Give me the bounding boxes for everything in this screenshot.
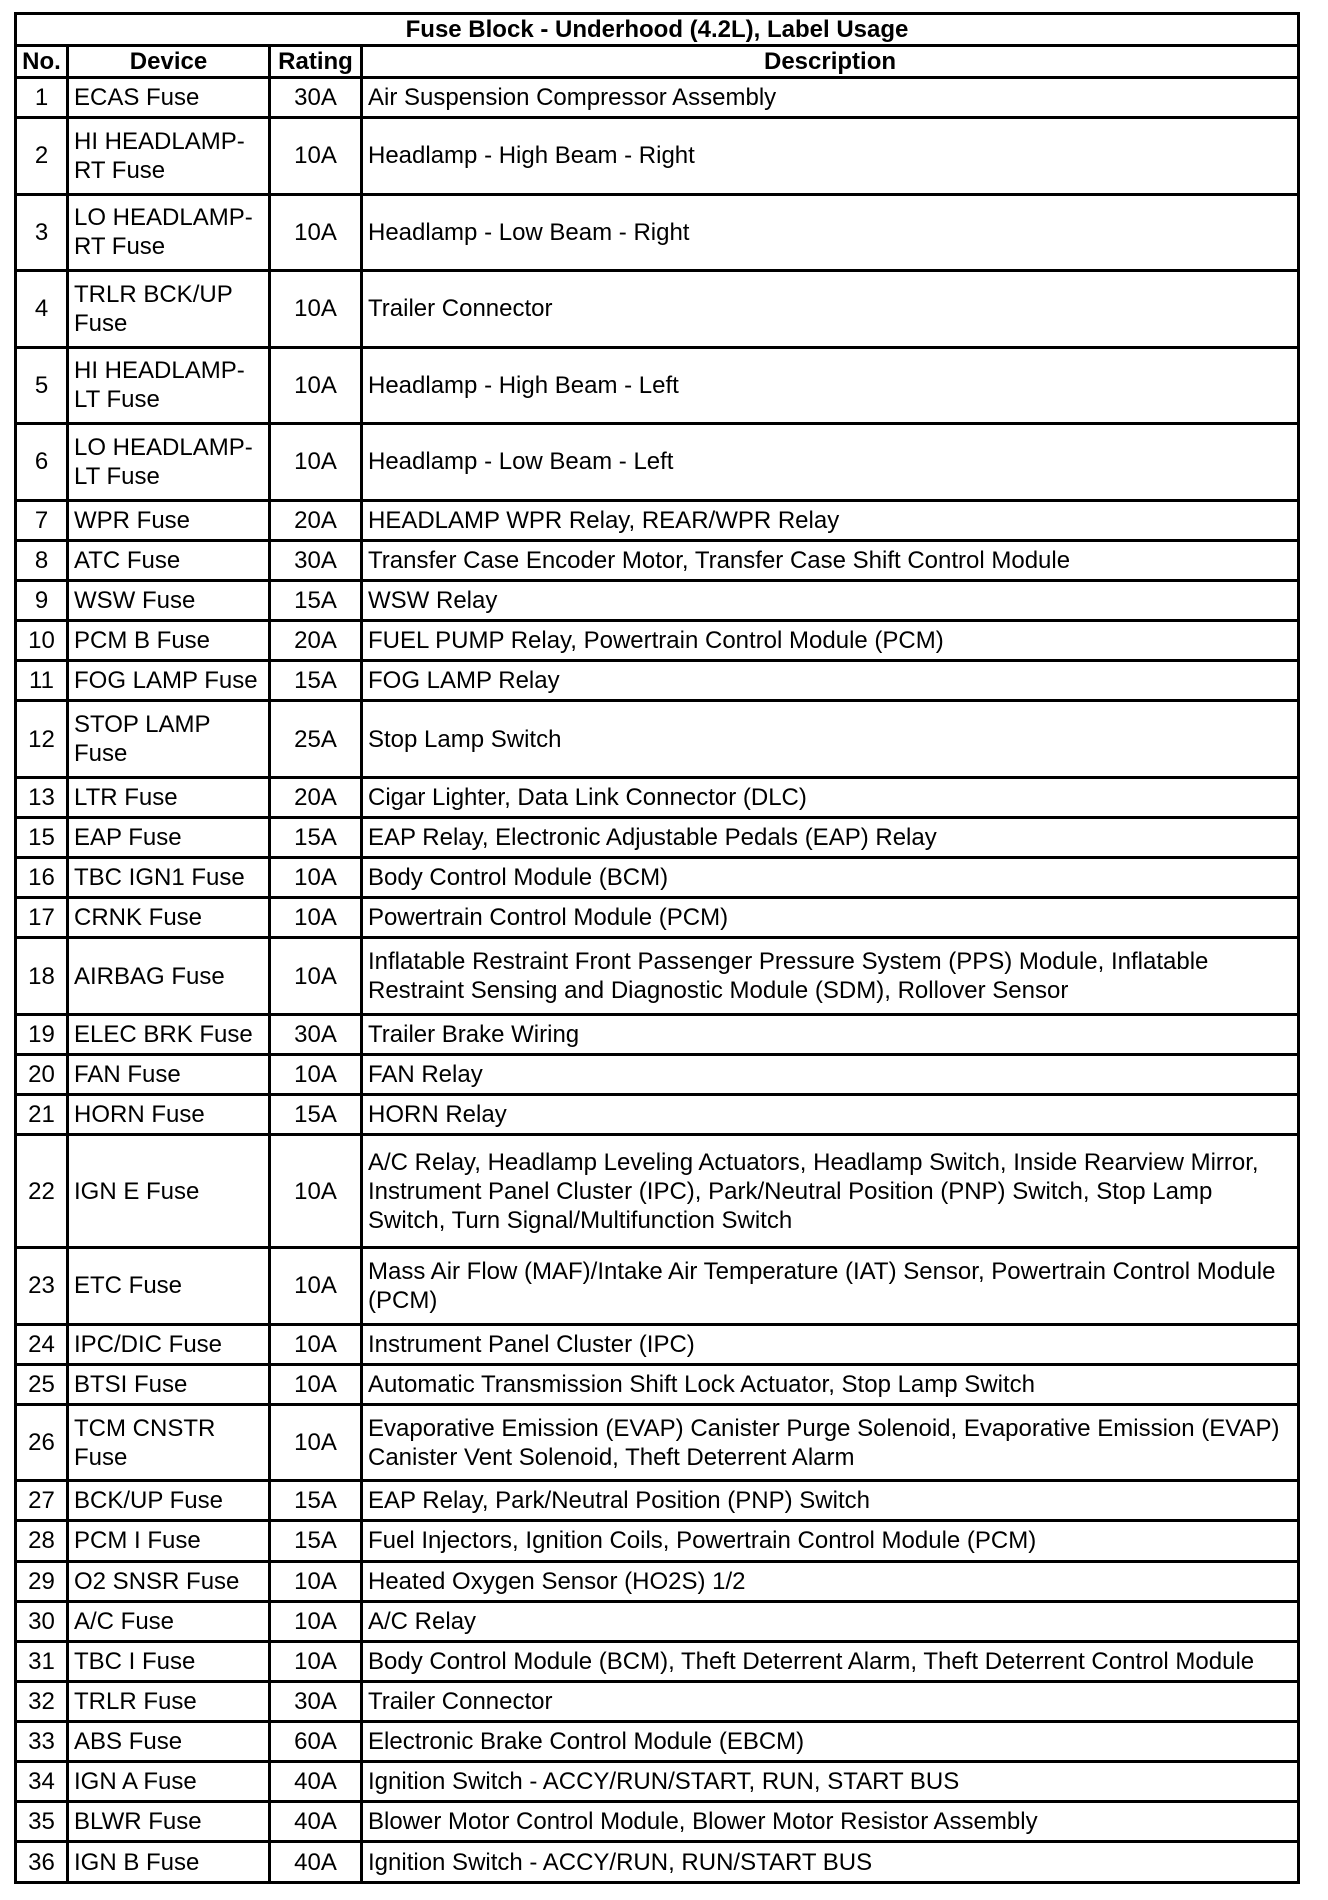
fuse-number-cell: 4	[16, 271, 68, 348]
table-row	[16, 500, 1299, 540]
table-row	[16, 1324, 1299, 1364]
description-cell: Headlamp - High Beam - Right	[362, 118, 1299, 195]
table-row	[16, 817, 1299, 857]
rating-cell: 10A	[270, 347, 362, 424]
rating-cell: 60A	[270, 1722, 362, 1762]
fuse-number-cell: 35	[16, 1802, 68, 1842]
rating-cell: 20A	[270, 777, 362, 817]
table-row	[16, 938, 1299, 1015]
fuse-number-cell: 29	[16, 1561, 68, 1601]
fuse-number-cell: 13	[16, 777, 68, 817]
fuse-number-cell: 26	[16, 1404, 68, 1481]
description-cell: Blower Motor Control Module, Blower Motor Resistor Assembly	[362, 1802, 1299, 1842]
description-cell: Trailer Connector	[362, 1681, 1299, 1721]
description-cell: Automatic Transmission Shift Lock Actuator, Stop Lamp Switch	[362, 1364, 1299, 1404]
table-row	[16, 1722, 1299, 1762]
description-cell: A/C Relay, Headlamp Leveling Actuators, Headlamp Switch, Inside Rearview Mirror, Instrument Panel Cluster (IPC), Park/Neutral Position (PNP) Switch, Stop Lamp Switch, Turn Signal/Multifunction Switch	[362, 1135, 1299, 1248]
device-cell: TBC IGN1 Fuse	[68, 858, 270, 898]
rating-cell: 25A	[270, 701, 362, 778]
fuse-number-cell: 31	[16, 1641, 68, 1681]
description-cell: Fuel Injectors, Ignition Coils, Powertrain Control Module (PCM)	[362, 1521, 1299, 1561]
fuse-number-cell: 24	[16, 1324, 68, 1364]
device-cell: EAP Fuse	[68, 817, 270, 857]
fuse-number-cell: 8	[16, 540, 68, 580]
table-row	[16, 1762, 1299, 1802]
description-cell: Instrument Panel Cluster (IPC)	[362, 1324, 1299, 1364]
table-row	[16, 621, 1299, 661]
device-cell: IGN A Fuse	[68, 1762, 270, 1802]
rating-cell: 10A	[270, 424, 362, 501]
fuse-number-cell: 17	[16, 898, 68, 938]
device-cell: LO HEADLAMP-RT Fuse	[68, 194, 270, 271]
fuse-number-cell: 23	[16, 1248, 68, 1325]
description-cell: FAN Relay	[362, 1054, 1299, 1094]
device-cell: ECAS Fuse	[68, 78, 270, 118]
fuse-number-cell: 22	[16, 1135, 68, 1248]
table-row	[16, 1404, 1299, 1481]
fuse-number-cell: 21	[16, 1095, 68, 1135]
fuse-number-cell: 36	[16, 1842, 68, 1883]
rating-cell: 30A	[270, 78, 362, 118]
rating-cell: 15A	[270, 1481, 362, 1521]
table-row	[16, 540, 1299, 580]
device-cell: TCM CNSTR Fuse	[68, 1404, 270, 1481]
table-row	[16, 858, 1299, 898]
table-row	[16, 701, 1299, 778]
description-cell: Trailer Connector	[362, 271, 1299, 348]
device-cell: IGN E Fuse	[68, 1135, 270, 1248]
rating-cell: 10A	[270, 1135, 362, 1248]
description-cell: Powertrain Control Module (PCM)	[362, 898, 1299, 938]
table-row	[16, 1641, 1299, 1681]
fuse-number-cell: 33	[16, 1722, 68, 1762]
device-cell: LTR Fuse	[68, 777, 270, 817]
table-row	[16, 1014, 1299, 1054]
rating-cell: 10A	[270, 271, 362, 348]
rating-cell: 10A	[270, 1248, 362, 1325]
fuse-number-cell: 3	[16, 194, 68, 271]
description-cell: EAP Relay, Park/Neutral Position (PNP) Switch	[362, 1481, 1299, 1521]
description-cell: Evaporative Emission (EVAP) Canister Purge Solenoid, Evaporative Emission (EVAP) Canister Vent Solenoid, Theft Deterrent Alarm	[362, 1404, 1299, 1481]
title-row	[16, 14, 1299, 46]
table-row	[16, 1842, 1299, 1883]
description-cell: A/C Relay	[362, 1601, 1299, 1641]
table-row	[16, 271, 1299, 348]
rating-cell: 10A	[270, 938, 362, 1015]
table-row	[16, 424, 1299, 501]
description-cell: HEADLAMP WPR Relay, REAR/WPR Relay	[362, 500, 1299, 540]
fuse-number-cell: 7	[16, 500, 68, 540]
rating-cell: 15A	[270, 661, 362, 701]
table-row	[16, 1248, 1299, 1325]
device-cell: ABS Fuse	[68, 1722, 270, 1762]
rating-cell: 10A	[270, 118, 362, 195]
rating-cell: 10A	[270, 898, 362, 938]
description-cell: FOG LAMP Relay	[362, 661, 1299, 701]
description-cell: HORN Relay	[362, 1095, 1299, 1135]
description-cell: Electronic Brake Control Module (EBCM)	[362, 1722, 1299, 1762]
fuse-number-cell: 1	[16, 78, 68, 118]
fuse-number-cell: 12	[16, 701, 68, 778]
rating-cell: 20A	[270, 621, 362, 661]
device-cell: ATC Fuse	[68, 540, 270, 580]
device-cell: A/C Fuse	[68, 1601, 270, 1641]
fuse-number-cell: 2	[16, 118, 68, 195]
device-cell: LO HEADLAMP-LT Fuse	[68, 424, 270, 501]
rating-cell: 10A	[270, 1054, 362, 1094]
description-cell: Ignition Switch - ACCY/RUN, RUN/START BUS	[362, 1842, 1299, 1883]
table-row	[16, 1521, 1299, 1561]
rating-cell: 15A	[270, 1521, 362, 1561]
rating-cell: 10A	[270, 858, 362, 898]
device-cell: ELEC BRK Fuse	[68, 1014, 270, 1054]
header-rating: Rating	[270, 46, 362, 78]
device-cell: BCK/UP Fuse	[68, 1481, 270, 1521]
table-row	[16, 1481, 1299, 1521]
device-cell: WSW Fuse	[68, 580, 270, 620]
header-no: No.	[16, 46, 68, 78]
table-row	[16, 1054, 1299, 1094]
device-cell: FOG LAMP Fuse	[68, 661, 270, 701]
table-row	[16, 118, 1299, 195]
description-cell: Inflatable Restraint Front Passenger Pressure System (PPS) Module, Inflatable Restraint Sensing and Diagnostic Module (SDM), Rollover Sensor	[362, 938, 1299, 1015]
fuse-number-cell: 20	[16, 1054, 68, 1094]
rating-cell: 10A	[270, 1364, 362, 1404]
fuse-number-cell: 27	[16, 1481, 68, 1521]
table-title: Fuse Block - Underhood (4.2L), Label Usage	[16, 14, 1299, 46]
description-cell: Trailer Brake Wiring	[362, 1014, 1299, 1054]
fuse-number-cell: 18	[16, 938, 68, 1015]
rating-cell: 40A	[270, 1802, 362, 1842]
rating-cell: 30A	[270, 540, 362, 580]
description-cell: Stop Lamp Switch	[362, 701, 1299, 778]
rating-cell: 10A	[270, 1561, 362, 1601]
device-cell: O2 SNSR Fuse	[68, 1561, 270, 1601]
device-cell: WPR Fuse	[68, 500, 270, 540]
header-device: Device	[68, 46, 270, 78]
header-row	[16, 46, 1299, 78]
fuse-number-cell: 30	[16, 1601, 68, 1641]
fuse-number-cell: 16	[16, 858, 68, 898]
table-row	[16, 1601, 1299, 1641]
rating-cell: 15A	[270, 580, 362, 620]
fuse-table-container	[14, 12, 1300, 1884]
description-cell: Transfer Case Encoder Motor, Transfer Case Shift Control Module	[362, 540, 1299, 580]
fuse-number-cell: 15	[16, 817, 68, 857]
device-cell: STOP LAMP Fuse	[68, 701, 270, 778]
rating-cell: 30A	[270, 1014, 362, 1054]
rating-cell: 15A	[270, 817, 362, 857]
fuse-number-cell: 34	[16, 1762, 68, 1802]
fuse-table	[14, 12, 1300, 1884]
table-row	[16, 1095, 1299, 1135]
table-row	[16, 661, 1299, 701]
table-row	[16, 898, 1299, 938]
table-row	[16, 777, 1299, 817]
device-cell: HI HEADLAMP-LT Fuse	[68, 347, 270, 424]
table-row	[16, 580, 1299, 620]
device-cell: PCM B Fuse	[68, 621, 270, 661]
description-cell: Cigar Lighter, Data Link Connector (DLC)	[362, 777, 1299, 817]
device-cell: ETC Fuse	[68, 1248, 270, 1325]
description-cell: Mass Air Flow (MAF)/Intake Air Temperature (IAT) Sensor, Powertrain Control Module (PCM)	[362, 1248, 1299, 1325]
device-cell: TRLR Fuse	[68, 1681, 270, 1721]
header-description: Description	[362, 46, 1299, 78]
description-cell: EAP Relay, Electronic Adjustable Pedals (EAP) Relay	[362, 817, 1299, 857]
description-cell: Ignition Switch - ACCY/RUN/START, RUN, START BUS	[362, 1762, 1299, 1802]
table-row	[16, 1364, 1299, 1404]
table-row	[16, 1681, 1299, 1721]
rating-cell: 30A	[270, 1681, 362, 1721]
description-cell: Headlamp - High Beam - Left	[362, 347, 1299, 424]
rating-cell: 40A	[270, 1762, 362, 1802]
rating-cell: 10A	[270, 194, 362, 271]
description-cell: Headlamp - Low Beam - Right	[362, 194, 1299, 271]
description-cell: WSW Relay	[362, 580, 1299, 620]
fuse-number-cell: 28	[16, 1521, 68, 1561]
fuse-number-cell: 25	[16, 1364, 68, 1404]
device-cell: CRNK Fuse	[68, 898, 270, 938]
device-cell: BTSI Fuse	[68, 1364, 270, 1404]
device-cell: BLWR Fuse	[68, 1802, 270, 1842]
fuse-table-body	[16, 78, 1299, 1883]
description-cell: Air Suspension Compressor Assembly	[362, 78, 1299, 118]
table-row	[16, 1135, 1299, 1248]
description-cell: Body Control Module (BCM), Theft Deterrent Alarm, Theft Deterrent Control Module	[362, 1641, 1299, 1681]
table-row	[16, 78, 1299, 118]
rating-cell: 10A	[270, 1601, 362, 1641]
description-cell: Heated Oxygen Sensor (HO2S) 1/2	[362, 1561, 1299, 1601]
fuse-number-cell: 19	[16, 1014, 68, 1054]
rating-cell: 15A	[270, 1095, 362, 1135]
device-cell: PCM I Fuse	[68, 1521, 270, 1561]
description-cell: FUEL PUMP Relay, Powertrain Control Module (PCM)	[362, 621, 1299, 661]
device-cell: TBC I Fuse	[68, 1641, 270, 1681]
rating-cell: 10A	[270, 1404, 362, 1481]
fuse-number-cell: 5	[16, 347, 68, 424]
fuse-number-cell: 32	[16, 1681, 68, 1721]
rating-cell: 10A	[270, 1641, 362, 1681]
table-row	[16, 1802, 1299, 1842]
fuse-number-cell: 9	[16, 580, 68, 620]
device-cell: HORN Fuse	[68, 1095, 270, 1135]
device-cell: AIRBAG Fuse	[68, 938, 270, 1015]
fuse-number-cell: 6	[16, 424, 68, 501]
device-cell: IPC/DIC Fuse	[68, 1324, 270, 1364]
fuse-number-cell: 10	[16, 621, 68, 661]
table-row	[16, 1561, 1299, 1601]
description-cell: Headlamp - Low Beam - Left	[362, 424, 1299, 501]
rating-cell: 10A	[270, 1324, 362, 1364]
device-cell: FAN Fuse	[68, 1054, 270, 1094]
rating-cell: 40A	[270, 1842, 362, 1883]
table-row	[16, 194, 1299, 271]
device-cell: IGN B Fuse	[68, 1842, 270, 1883]
device-cell: TRLR BCK/UP Fuse	[68, 271, 270, 348]
device-cell: HI HEADLAMP-RT Fuse	[68, 118, 270, 195]
rating-cell: 20A	[270, 500, 362, 540]
fuse-number-cell: 11	[16, 661, 68, 701]
description-cell: Body Control Module (BCM)	[362, 858, 1299, 898]
table-row	[16, 347, 1299, 424]
